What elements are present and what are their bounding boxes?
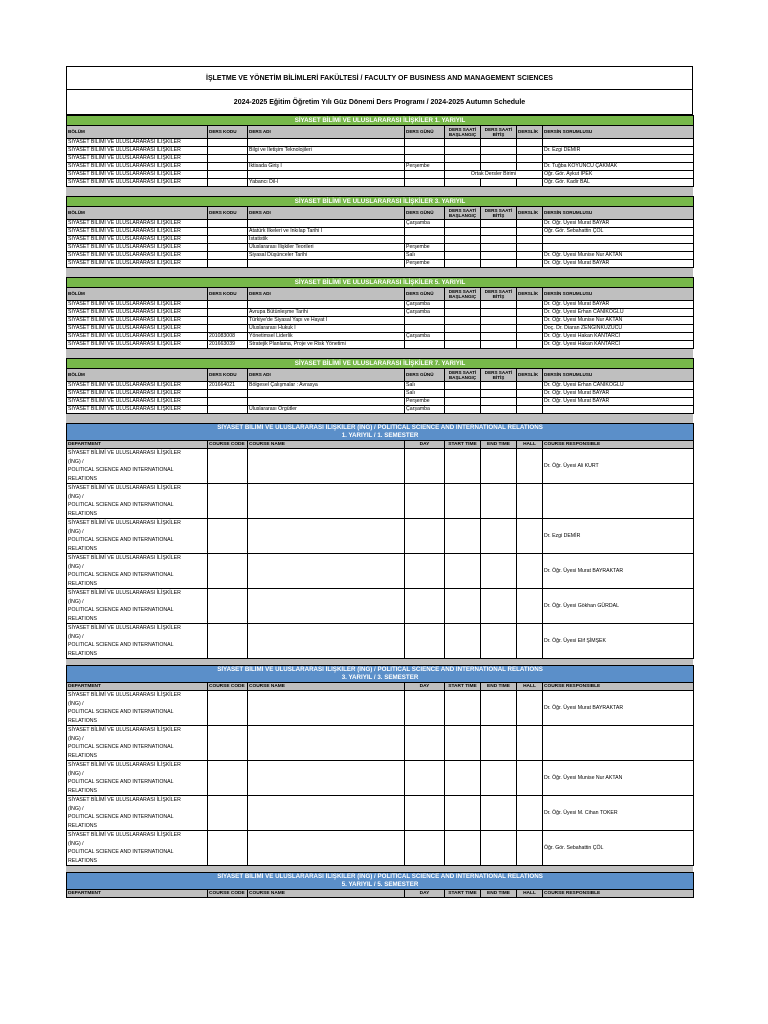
dept-cell [67, 449, 208, 484]
semester-label-en: 3. YARIYIL / 3. SEMESTER [341, 674, 419, 681]
col-header-start: START TIME [445, 890, 481, 898]
course-responsible-cell: Dr. Öğr. Üyesi Erhan CANİKOĞLU [543, 382, 694, 390]
course-responsible-cell: Dr. Öğr. Üyesi Hakan KANTARCI [543, 341, 694, 349]
table-row [67, 333, 694, 341]
course-name-cell: İktisada Giriş I [248, 163, 405, 171]
dept-line: RELATIONS [68, 650, 98, 657]
course-day-cell: Perşembe [405, 244, 445, 252]
course-responsible-cell: Öğr. Gör. Kadir BAL [543, 179, 694, 187]
dept-cell: SİYASET BİLİMİ VE ULUSLARARASI İLİŞKİLER [67, 260, 208, 268]
dept-cell: SİYASET BİLİMİ VE ULUSLARARASI İLİŞKİLER [67, 382, 208, 390]
course-day-cell: Çarşamba [405, 301, 445, 309]
dept-line: RELATIONS [68, 787, 98, 794]
col-header-bolum: BÖLÜM [67, 126, 208, 139]
table-row [67, 220, 694, 228]
col-header-adi: DERS ADI [248, 126, 405, 139]
dept-line: (İNG) / [68, 805, 84, 812]
col-header-department: DEPARTMENT [67, 441, 208, 449]
col-header-start: START TIME [445, 441, 481, 449]
course-name-cell: Türkiye'de Siyasal Yapı ve Hayat I [248, 317, 405, 325]
dept-cell: SİYASET BİLİMİ VE ULUSLARARASI İLİŞKİLER [67, 220, 208, 228]
col-header-department: DEPARTMENT [67, 683, 208, 691]
dept-line: POLITICAL SCIENCE AND INTERNATIONAL [68, 779, 174, 785]
dept-cell: SİYASET BİLİMİ VE ULUSLARARASI İLİŞKİLER [67, 147, 208, 155]
table-row [67, 139, 694, 147]
course-day-cell [405, 171, 445, 179]
dept-cell: SİYASET BİLİMİ VE ULUSLARARASI İLİŞKİLER [67, 139, 208, 147]
dept-line: POLITICAL SCIENCE AND INTERNATIONAL [68, 467, 174, 473]
table-row [67, 252, 694, 260]
dept-cell [67, 624, 208, 659]
dept-cell: SİYASET BİLİMİ VE ULUSLARARASI İLİŞKİLER [67, 398, 208, 406]
course-name-cell [248, 139, 405, 147]
dept-line: SİYASET BİLİMİ VE ULUSLARARASI İLİŞKİLER [68, 485, 181, 491]
table-row [67, 171, 694, 179]
col-header-gun: DERS GÜNÜ [405, 369, 445, 382]
dept-line: RELATIONS [68, 475, 98, 482]
dept-cell: SİYASET BİLİMİ VE ULUSLARARASI İLİŞKİLER [67, 171, 208, 179]
table-row [67, 554, 694, 589]
course-day-cell [405, 236, 445, 244]
col-header-code: COURSE CODE [208, 441, 248, 449]
course-day-cell [405, 155, 445, 163]
course-code-cell: 201083008 [208, 333, 248, 341]
table-row [67, 406, 694, 414]
course-day-cell [405, 139, 445, 147]
dept-cell: SİYASET BİLİMİ VE ULUSLARARASI İLİŞKİLER [67, 333, 208, 341]
course-responsible-cell: Dr. Ezgi DEMİR [543, 519, 694, 554]
course-code-cell [208, 398, 248, 406]
course-code-cell: 201663039 [208, 341, 248, 349]
course-code-cell [208, 325, 248, 333]
col-header-gun: DERS GÜNÜ [405, 288, 445, 301]
table-row [67, 325, 694, 333]
table-row [67, 831, 694, 866]
en-semester-table [66, 423, 694, 659]
dept-line: SİYASET BİLİMİ VE ULUSLARARASI İLİŞKİLER [68, 692, 181, 698]
table-row [67, 260, 694, 268]
table-row [67, 761, 694, 796]
col-header-responsible: COURSE RESPONSIBLE [543, 441, 694, 449]
schedule-sheet [66, 66, 693, 898]
dept-line: RELATIONS [68, 510, 98, 517]
col-header-end: END TIME [481, 683, 517, 691]
course-responsible-cell: Dr. Öğr. Üyesi Elif ŞİMŞEK [543, 624, 694, 659]
table-row [67, 179, 694, 187]
dept-line: POLITICAL SCIENCE AND INTERNATIONAL [68, 642, 174, 648]
semester-label-en: 5. YARIYIL / 5. SEMESTER [341, 881, 419, 888]
tr-semester-table [66, 277, 694, 349]
table-row [67, 155, 694, 163]
course-day-cell: Çarşamba [405, 333, 445, 341]
dept-cell: SİYASET BİLİMİ VE ULUSLARARASI İLİŞKİLER [67, 309, 208, 317]
dept-line: SİYASET BİLİMİ VE ULUSLARARASI İLİŞKİLER [68, 727, 181, 733]
course-code-cell [208, 260, 248, 268]
col-header-sorumlu: DERSİN SORUMLUSU [543, 369, 694, 382]
col-header-adi: DERS ADI [248, 369, 405, 382]
table-row [67, 309, 694, 317]
table-row [67, 589, 694, 624]
dept-line: RELATIONS [68, 717, 98, 724]
dept-cell: SİYASET BİLİMİ VE ULUSLARARASI İLİŞKİLER [67, 244, 208, 252]
en-semester-table [66, 872, 694, 898]
col-header-adi: DERS ADI [248, 207, 405, 220]
dept-line: RELATIONS [68, 580, 98, 587]
col-header-baslangic: DERS SAATİ BAŞLANGIÇ [445, 207, 481, 220]
course-responsible-cell [543, 155, 694, 163]
dept-cell [67, 691, 208, 726]
course-code-cell [208, 390, 248, 398]
section-spacer [66, 349, 693, 358]
col-header-end: END TIME [481, 441, 517, 449]
dept-cell [67, 519, 208, 554]
semester-heading-en [67, 424, 694, 441]
course-name-cell [248, 220, 405, 228]
course-code-cell [208, 309, 248, 317]
course-name-cell: Yabancı Dil-I [248, 179, 405, 187]
col-header-hall: HALL [517, 441, 543, 449]
section-spacer [66, 414, 693, 423]
course-code-cell [208, 163, 248, 171]
schedule-subtitle: 2024-2025 Eğitim Öğretim Yılı Güz Dönemi Ders Programı / 2024-2025 Autumn Schedule [233, 98, 526, 106]
dept-line: (İNG) / [68, 528, 84, 535]
dept-line: SİYASET BİLİMİ VE ULUSLARARASI İLİŞKİLER [68, 590, 181, 596]
col-header-day: DAY [405, 683, 445, 691]
col-header-responsible: COURSE RESPONSIBLE [543, 683, 694, 691]
course-day-cell [405, 179, 445, 187]
dept-cell: SİYASET BİLİMİ VE ULUSLARARASI İLİŞKİLER [67, 406, 208, 414]
dept-cell [67, 589, 208, 624]
table-row [67, 341, 694, 349]
tr-semester-table [66, 196, 694, 268]
table-row [67, 382, 694, 390]
table-row [67, 398, 694, 406]
table-row [67, 484, 694, 519]
semester-heading-en [67, 873, 694, 890]
course-responsible-cell [543, 484, 694, 519]
dept-line: RELATIONS [68, 545, 98, 552]
col-header-sorumlu: DERSİN SORUMLUSU [543, 207, 694, 220]
course-responsible-cell [543, 139, 694, 147]
course-name-cell: Bölgesel Çalışmalar : Avrasya [248, 382, 405, 390]
dept-line: (İNG) / [68, 840, 84, 847]
course-responsible-cell: Dr. Öğr. Üyesi Erhan CANİKOĞLU [543, 309, 694, 317]
dept-line: SİYASET BİLİMİ VE ULUSLARARASI İLİŞKİLER [68, 797, 181, 803]
dept-line: POLITICAL SCIENCE AND INTERNATIONAL [68, 537, 174, 543]
col-header-bolum: BÖLÜM [67, 207, 208, 220]
title-frame [66, 66, 693, 115]
table-row [67, 691, 694, 726]
course-code-cell [208, 147, 248, 155]
course-name-cell: Yönetimsel Liderlik [248, 333, 405, 341]
table-row [67, 228, 694, 236]
col-header-bitis: DERS SAATİ BİTİŞ [481, 288, 517, 301]
course-name-cell: Siyasal Düşünceler Tarihi [248, 252, 405, 260]
dept-cell [67, 484, 208, 519]
semester-heading: SİYASET BİLİMİ VE ULUSLARARASI İLİŞKİLER 5. YARIYIL [67, 278, 694, 288]
course-code-cell [208, 155, 248, 163]
course-name-cell: Uluslararası Örgütler [248, 406, 405, 414]
col-header-kod: DERS KODU [208, 369, 248, 382]
dept-line: RELATIONS [68, 857, 98, 864]
course-responsible-cell: Öğr. Gör. Aykut İPEK [543, 171, 694, 179]
table-row [67, 519, 694, 554]
course-responsible-cell: Dr. Öğr. Üyesi Hakan KANTARCI [543, 333, 694, 341]
dept-cell: SİYASET BİLİMİ VE ULUSLARARASI İLİŞKİLER [67, 317, 208, 325]
course-name-cell: Uluslararası İlişkiler Teorileri [248, 244, 405, 252]
dept-line: (İNG) / [68, 598, 84, 605]
course-name-cell: İstatistik [248, 236, 405, 244]
col-header-bitis: DERS SAATİ BİTİŞ [481, 369, 517, 382]
col-header-code: COURSE CODE [208, 683, 248, 691]
course-name-cell: Atatürk İlkeleri ve İnkılap Tarihi I [248, 228, 405, 236]
course-name-cell: Bilgi ve İletişim Teknolojileri [248, 147, 405, 155]
dept-cell [67, 726, 208, 761]
col-header-baslangic: DERS SAATİ BAŞLANGIÇ [445, 126, 481, 139]
col-header-code: COURSE CODE [208, 890, 248, 898]
schedule-tables [66, 115, 693, 898]
course-day-cell [405, 147, 445, 155]
course-day-cell: Salı [405, 382, 445, 390]
dept-line: (İNG) / [68, 563, 84, 570]
col-header-name: COURSE NAME [248, 890, 405, 898]
semester-heading: SİYASET BİLİMİ VE ULUSLARARASI İLİŞKİLER 3. YARIYIL [67, 197, 694, 207]
course-code-cell [208, 317, 248, 325]
course-responsible-cell: Dr. Öğr. Üyesi M. Cihan TOKER [543, 796, 694, 831]
course-responsible-cell: Dr. Ezgi DEMİR [543, 147, 694, 155]
course-day-cell: Perşembe [405, 260, 445, 268]
col-header-name: COURSE NAME [248, 683, 405, 691]
dept-cell: SİYASET BİLİMİ VE ULUSLARARASI İLİŞKİLER [67, 155, 208, 163]
course-name-cell [248, 260, 405, 268]
course-day-cell: Çarşamba [405, 406, 445, 414]
dept-line: (İNG) / [68, 770, 84, 777]
dept-line: (İNG) / [68, 493, 84, 500]
tr-semester-table [66, 115, 694, 187]
course-responsible-cell: Dr. Öğr. Üyesi Munise Nur AKTAN [543, 317, 694, 325]
col-header-kod: DERS KODU [208, 207, 248, 220]
dept-line: RELATIONS [68, 615, 98, 622]
course-responsible-cell: Dr. Öğr. Üyesi Murat BAYAR [543, 398, 694, 406]
col-header-end: END TIME [481, 890, 517, 898]
course-responsible-cell: Öğr. Gör. Sebahattin ÇÖL [543, 831, 694, 866]
table-row [67, 317, 694, 325]
course-name-cell: Avrupa Bütünleşme Tarihi [248, 309, 405, 317]
col-header-derslik: DERSLİK [517, 126, 543, 139]
dept-cell: SİYASET BİLİMİ VE ULUSLARARASI İLİŞKİLER [67, 163, 208, 171]
course-code-cell [208, 236, 248, 244]
course-code-cell [208, 244, 248, 252]
col-header-gun: DERS GÜNÜ [405, 126, 445, 139]
course-day-cell: Perşembe [405, 398, 445, 406]
course-responsible-cell: Dr. Öğr. Üyesi Murat BAYAR [543, 301, 694, 309]
dept-cell: SİYASET BİLİMİ VE ULUSLARARASI İLİŞKİLER [67, 301, 208, 309]
course-name-cell: Uluslararası Hukuk I [248, 325, 405, 333]
course-day-cell: Çarşamba [405, 220, 445, 228]
course-code-cell [208, 220, 248, 228]
dept-line: SİYASET BİLİMİ VE ULUSLARARASI İLİŞKİLER [68, 762, 181, 768]
course-name-cell [248, 171, 405, 179]
dept-line: SİYASET BİLİMİ VE ULUSLARARASI İLİŞKİLER [68, 450, 181, 456]
dept-cell: SİYASET BİLİMİ VE ULUSLARARASI İLİŞKİLER [67, 179, 208, 187]
dept-cell [67, 831, 208, 866]
col-header-derslik: DERSLİK [517, 288, 543, 301]
table-row [67, 449, 694, 484]
course-name-cell [248, 398, 405, 406]
dept-line: (İNG) / [68, 700, 84, 707]
course-name-cell [248, 390, 405, 398]
course-day-cell: Perşembe [405, 163, 445, 171]
col-header-name: COURSE NAME [248, 441, 405, 449]
course-day-cell [405, 317, 445, 325]
course-responsible-cell: Dr. Tuğba KOYUNCU ÇAKMAK [543, 163, 694, 171]
course-responsible-cell: Dr. Öğr. Üyesi Murat BAYRAKTAR [543, 691, 694, 726]
col-header-baslangic: DERS SAATİ BAŞLANGIÇ [445, 288, 481, 301]
dept-line: POLITICAL SCIENCE AND INTERNATIONAL [68, 709, 174, 715]
col-header-bolum: BÖLÜM [67, 369, 208, 382]
tr-semester-table [66, 358, 694, 414]
dept-heading-en: SİYASET BİLİMİ VE ULUSLARARASI İLİŞKİLER (İNG) / POLITICAL SCIENCE AND INTERNATIONAL RELATIONS [217, 873, 543, 880]
col-header-bitis: DERS SAATİ BİTİŞ [481, 126, 517, 139]
dept-line: RELATIONS [68, 752, 98, 759]
course-day-cell: Çarşamba [405, 309, 445, 317]
col-header-derslik: DERSLİK [517, 207, 543, 220]
course-code-cell [208, 179, 248, 187]
col-header-kod: DERS KODU [208, 288, 248, 301]
ortak-dersler-note: Ortak Dersler Birimi [445, 171, 543, 179]
dept-cell [67, 796, 208, 831]
dept-line: POLITICAL SCIENCE AND INTERNATIONAL [68, 607, 174, 613]
dept-cell: SİYASET BİLİMİ VE ULUSLARARASI İLİŞKİLER [67, 252, 208, 260]
col-header-kod: DERS KODU [208, 126, 248, 139]
dept-cell: SİYASET BİLİMİ VE ULUSLARARASI İLİŞKİLER [67, 341, 208, 349]
col-header-hall: HALL [517, 683, 543, 691]
en-semester-table [66, 665, 694, 866]
dept-line: RELATIONS [68, 822, 98, 829]
course-responsible-cell: Dr. Öğr. Üyesi Munise Nur AKTAN [543, 252, 694, 260]
dept-line: SİYASET BİLİMİ VE ULUSLARARASI İLİŞKİLER [68, 520, 181, 526]
dept-line: POLITICAL SCIENCE AND INTERNATIONAL [68, 849, 174, 855]
table-row [67, 796, 694, 831]
course-day-cell: Salı [405, 252, 445, 260]
course-responsible-cell: Doç. Dr. Diaran ZENGİNKUZUCU [543, 325, 694, 333]
col-header-bolum: BÖLÜM [67, 288, 208, 301]
course-responsible-cell: Dr. Öğr. Üyesi Murat BAYRAKTAR [543, 554, 694, 589]
course-day-cell: Salı [405, 390, 445, 398]
dept-heading-en: SİYASET BİLİMİ VE ULUSLARARASI İLİŞKİLER (İNG) / POLITICAL SCIENCE AND INTERNATIONAL RELATIONS [217, 424, 543, 431]
dept-line: SİYASET BİLİMİ VE ULUSLARARASI İLİŞKİLER [68, 832, 181, 838]
course-responsible-cell: Dr. Öğr. Üyesi Murat BAYAR [543, 390, 694, 398]
dept-line: (İNG) / [68, 633, 84, 640]
col-header-sorumlu: DERSİN SORUMLUSU [543, 288, 694, 301]
course-code-cell [208, 301, 248, 309]
col-header-adi: DERS ADI [248, 288, 405, 301]
dept-line: SİYASET BİLİMİ VE ULUSLARARASI İLİŞKİLER [68, 555, 181, 561]
semester-heading: SİYASET BİLİMİ VE ULUSLARARASI İLİŞKİLER 7. YARIYIL [67, 359, 694, 369]
course-responsible-cell: Dr. Öğr. Üyesi Ali KURT [543, 449, 694, 484]
course-day-cell [405, 325, 445, 333]
col-header-baslangic: DERS SAATİ BAŞLANGIÇ [445, 369, 481, 382]
course-responsible-cell: Dr. Öğr. Üyesi Murat BAYAR [543, 260, 694, 268]
course-responsible-cell [543, 244, 694, 252]
table-row [67, 624, 694, 659]
dept-cell: SİYASET BİLİMİ VE ULUSLARARASI İLİŞKİLER [67, 325, 208, 333]
dept-cell: SİYASET BİLİMİ VE ULUSLARARASI İLİŞKİLER [67, 390, 208, 398]
course-code-cell: 201664021 [208, 382, 248, 390]
table-row [67, 236, 694, 244]
col-header-start: START TIME [445, 683, 481, 691]
course-responsible-cell [543, 726, 694, 761]
dept-line: POLITICAL SCIENCE AND INTERNATIONAL [68, 814, 174, 820]
dept-line: (İNG) / [68, 458, 84, 465]
course-day-cell [405, 228, 445, 236]
course-code-cell [208, 406, 248, 414]
semester-label-en: 1. YARIYIL / 1. SEMESTER [341, 432, 419, 439]
col-header-department: DEPARTMENT [67, 890, 208, 898]
dept-line: POLITICAL SCIENCE AND INTERNATIONAL [68, 744, 174, 750]
course-code-cell [208, 139, 248, 147]
course-name-cell: Stratejik Planlama, Proje ve Risk Yönetimi [248, 341, 405, 349]
dept-cell [67, 554, 208, 589]
table-row [67, 390, 694, 398]
course-code-cell [208, 171, 248, 179]
dept-cell: SİYASET BİLİMİ VE ULUSLARARASI İLİŞKİLER [67, 236, 208, 244]
section-spacer [66, 268, 693, 277]
course-name-cell [248, 301, 405, 309]
course-responsible-cell: Dr. Öğr. Üyesi Murat BAYAR [543, 220, 694, 228]
dept-line: (İNG) / [68, 735, 84, 742]
col-header-derslik: DERSLİK [517, 369, 543, 382]
course-responsible-cell: Dr. Öğr. Üyesi Munise Nur AKTAN [543, 761, 694, 796]
col-header-hall: HALL [517, 890, 543, 898]
course-responsible-cell: Dr. Öğr. Üyesi Gökhan GÜRDAL [543, 589, 694, 624]
faculty-title: İŞLETME VE YÖNETİM BİLİMLERİ FAKÜLTESİ / FACULTY OF BUSINESS AND MANAGEMENT SCIENCES [67, 67, 692, 90]
dept-line: POLITICAL SCIENCE AND INTERNATIONAL [68, 502, 174, 508]
dept-line: POLITICAL SCIENCE AND INTERNATIONAL [68, 572, 174, 578]
course-day-cell [405, 341, 445, 349]
dept-heading-en: SİYASET BİLİMİ VE ULUSLARARASI İLİŞKİLER (İNG) / POLITICAL SCIENCE AND INTERNATIONAL RELATIONS [217, 666, 543, 673]
course-responsible-cell [543, 406, 694, 414]
table-row [67, 301, 694, 309]
col-header-sorumlu: DERSİN SORUMLUSU [543, 126, 694, 139]
course-name-cell [248, 155, 405, 163]
col-header-day: DAY [405, 890, 445, 898]
col-header-responsible: COURSE RESPONSIBLE [543, 890, 694, 898]
table-row [67, 726, 694, 761]
semester-heading-en [67, 666, 694, 683]
col-header-bitis: DERS SAATİ BİTİŞ [481, 207, 517, 220]
semester-heading: SİYASET BİLİMİ VE ULUSLARARASI İLİŞKİLER 1. YARIYIL [67, 116, 694, 126]
table-row [67, 244, 694, 252]
dept-cell: SİYASET BİLİMİ VE ULUSLARARASI İLİŞKİLER [67, 228, 208, 236]
col-header-day: DAY [405, 441, 445, 449]
section-spacer [66, 187, 693, 196]
table-row [67, 147, 694, 155]
course-responsible-cell [543, 236, 694, 244]
course-responsible-cell: Öğr. Gör. Sebahattin ÇÖL [543, 228, 694, 236]
course-code-cell [208, 252, 248, 260]
course-code-cell [208, 228, 248, 236]
col-header-gun: DERS GÜNÜ [405, 207, 445, 220]
table-row [67, 163, 694, 171]
dept-cell [67, 761, 208, 796]
dept-line: SİYASET BİLİMİ VE ULUSLARARASI İLİŞKİLER [68, 625, 181, 631]
